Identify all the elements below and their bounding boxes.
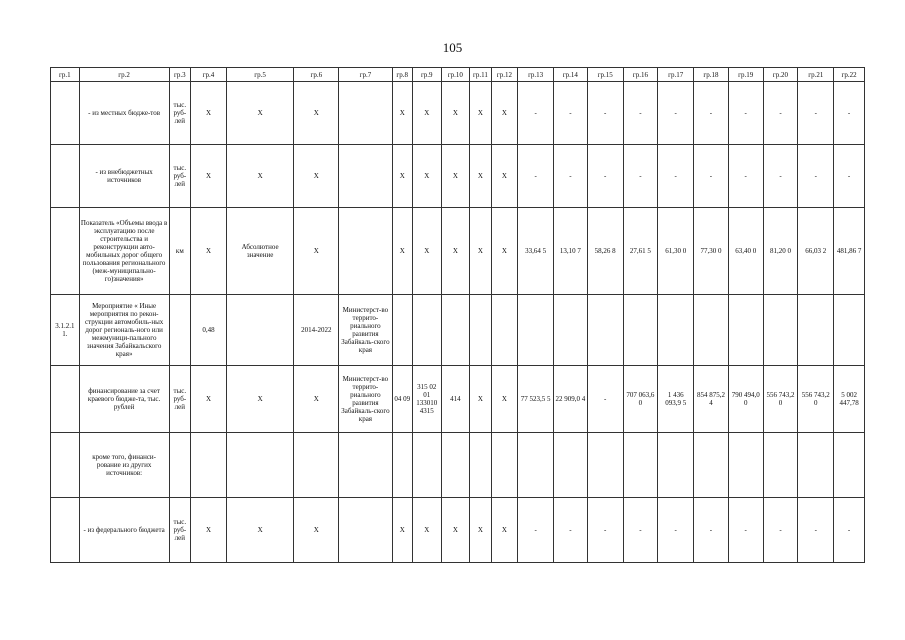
- table-cell: [51, 366, 80, 433]
- table-cell: -: [763, 498, 798, 563]
- table-cell: [339, 498, 392, 563]
- table-cell: X: [470, 82, 491, 145]
- table-cell: X: [470, 498, 491, 563]
- table-cell: 481,86 7: [834, 208, 865, 295]
- table-cell: [169, 295, 190, 366]
- table-cell: 854 875,2 4: [694, 366, 729, 433]
- table-cell: -: [518, 145, 554, 208]
- table-cell: -: [694, 145, 729, 208]
- table-cell: 3.1.2.1 1.: [51, 295, 80, 366]
- column-header: гр.12: [491, 68, 518, 82]
- column-header: гр.7: [339, 68, 392, 82]
- table-cell: тыс. руб-лей: [169, 498, 190, 563]
- table-cell: -: [554, 82, 588, 145]
- column-header: гр.20: [763, 68, 798, 82]
- table-cell: -: [798, 498, 834, 563]
- table-cell: [623, 295, 658, 366]
- table-cell: -: [763, 145, 798, 208]
- table-cell: [491, 295, 518, 366]
- table-cell: [51, 433, 80, 498]
- table-cell: [51, 208, 80, 295]
- table-cell: X: [191, 498, 227, 563]
- table-cell: [169, 433, 190, 498]
- table-cell: 58,26 8: [587, 208, 623, 295]
- table-cell: 5 002 447,78: [834, 366, 865, 433]
- table-cell: [470, 295, 491, 366]
- column-header: гр.1: [51, 68, 80, 82]
- table-cell: -: [658, 145, 694, 208]
- column-header: гр.17: [658, 68, 694, 82]
- column-header: гр.6: [294, 68, 339, 82]
- table-row: [51, 295, 865, 366]
- page-number: 105: [442, 40, 463, 55]
- table-cell: Абсолютное значение: [226, 208, 293, 295]
- table-cell: [191, 433, 227, 498]
- table-cell: [763, 295, 798, 366]
- table-cell: X: [191, 145, 227, 208]
- column-header: гр.5: [226, 68, 293, 82]
- table-cell: X: [412, 145, 441, 208]
- table-cell: -: [834, 498, 865, 563]
- table-cell: -: [834, 145, 865, 208]
- table-cell: X: [491, 82, 518, 145]
- table-cell: -: [518, 498, 554, 563]
- table-cell: X: [491, 208, 518, 295]
- table-cell: [763, 433, 798, 498]
- table-cell: X: [392, 82, 412, 145]
- table-cell: [226, 295, 293, 366]
- table-cell: тыс. руб-лей: [169, 366, 190, 433]
- column-header: гр.3: [169, 68, 190, 82]
- table-row: [51, 145, 865, 208]
- table-cell: -: [587, 366, 623, 433]
- table-cell: [587, 433, 623, 498]
- column-header: гр.16: [623, 68, 658, 82]
- table-cell: [339, 145, 392, 208]
- table-cell: [226, 433, 293, 498]
- table-cell: [339, 433, 392, 498]
- table-cell: X: [470, 366, 491, 433]
- table-cell: 414: [441, 366, 470, 433]
- table-cell: -: [834, 82, 865, 145]
- table-cell: [728, 433, 763, 498]
- table-cell: -: [587, 145, 623, 208]
- table-cell: [339, 208, 392, 295]
- table-cell: X: [294, 145, 339, 208]
- table-cell: X: [294, 208, 339, 295]
- table-cell: X: [294, 82, 339, 145]
- table-cell: X: [226, 366, 293, 433]
- table-cell: Показатель «Объемы ввода в эксплуатацию после строительства и реконструкции авто-мобильных дорог общего пользования регионального (меж-муниципально-го)значения»: [79, 208, 169, 295]
- table-cell: -: [694, 82, 729, 145]
- table-cell: 61,30 0: [658, 208, 694, 295]
- table-cell: [834, 433, 865, 498]
- table-row: [51, 366, 865, 433]
- table-cell: [694, 433, 729, 498]
- column-header: гр.9: [412, 68, 441, 82]
- table-cell: -: [728, 498, 763, 563]
- table-cell: -: [658, 498, 694, 563]
- table-cell: 315 02 01 133010 4315: [412, 366, 441, 433]
- table-cell: -: [587, 498, 623, 563]
- table-cell: X: [470, 145, 491, 208]
- table-cell: [470, 433, 491, 498]
- table-cell: X: [470, 208, 491, 295]
- table-cell: [412, 295, 441, 366]
- column-header: гр.10: [441, 68, 470, 82]
- table-cell: [51, 145, 80, 208]
- table-cell: [51, 82, 80, 145]
- table-cell: [518, 433, 554, 498]
- table-cell: 13,10 7: [554, 208, 588, 295]
- table-cell: 790 494,0 0: [728, 366, 763, 433]
- table-cell: [658, 295, 694, 366]
- table-cell: км: [169, 208, 190, 295]
- column-header: гр.18: [694, 68, 729, 82]
- table-row: [51, 433, 865, 498]
- budget-table: [50, 67, 865, 563]
- table-row: [51, 498, 865, 563]
- table-cell: -: [554, 498, 588, 563]
- column-header: гр.11: [470, 68, 491, 82]
- table-cell: X: [392, 498, 412, 563]
- table-cell: X: [191, 208, 227, 295]
- table-header-row: [51, 68, 865, 82]
- table-cell: тыс. руб-лей: [169, 82, 190, 145]
- table-cell: -: [587, 82, 623, 145]
- table-cell: X: [491, 498, 518, 563]
- column-header: гр.14: [554, 68, 588, 82]
- table-cell: [554, 433, 588, 498]
- table-cell: [441, 433, 470, 498]
- table-cell: [339, 82, 392, 145]
- column-header: гр.19: [728, 68, 763, 82]
- table-cell: X: [294, 366, 339, 433]
- column-header: гр.15: [587, 68, 623, 82]
- table-cell: -: [763, 82, 798, 145]
- table-cell: кроме того, финанси-рование из других источников:: [79, 433, 169, 498]
- table-cell: [694, 295, 729, 366]
- table-cell: 63,40 0: [728, 208, 763, 295]
- table-cell: 2014-2022: [294, 295, 339, 366]
- table-cell: 81,20 0: [763, 208, 798, 295]
- table-cell: [491, 433, 518, 498]
- table-cell: 556 743,2 0: [763, 366, 798, 433]
- table-cell: X: [191, 82, 227, 145]
- table-cell: - из внебюджетных источников: [79, 145, 169, 208]
- table-cell: 77 523,5 5: [518, 366, 554, 433]
- table-cell: -: [554, 145, 588, 208]
- table-cell: -: [623, 498, 658, 563]
- table-cell: [518, 295, 554, 366]
- table-cell: -: [623, 145, 658, 208]
- table-cell: [834, 295, 865, 366]
- table-cell: [294, 433, 339, 498]
- table-cell: X: [412, 498, 441, 563]
- table-cell: -: [658, 82, 694, 145]
- table-cell: X: [191, 366, 227, 433]
- table-cell: X: [392, 208, 412, 295]
- table-cell: -: [798, 145, 834, 208]
- table-cell: 22 909,0 4: [554, 366, 588, 433]
- table-cell: X: [412, 208, 441, 295]
- table-cell: [554, 295, 588, 366]
- table-cell: X: [491, 366, 518, 433]
- table-cell: [728, 295, 763, 366]
- table-cell: 66,03 2: [798, 208, 834, 295]
- table-cell: X: [226, 145, 293, 208]
- table-cell: X: [392, 145, 412, 208]
- table-cell: [392, 295, 412, 366]
- table-cell: 1 436 093,9 5: [658, 366, 694, 433]
- table-cell: [798, 433, 834, 498]
- table-cell: 04 09: [392, 366, 412, 433]
- table-cell: X: [226, 498, 293, 563]
- column-header: гр.8: [392, 68, 412, 82]
- table-cell: финансирование за счет краевого бюдже-та, тыс. рублей: [79, 366, 169, 433]
- table-cell: -: [728, 82, 763, 145]
- table-cell: - из федерального бюджета: [79, 498, 169, 563]
- column-header: гр.21: [798, 68, 834, 82]
- table-cell: X: [441, 498, 470, 563]
- table-cell: X: [441, 145, 470, 208]
- table-cell: Министерст-во террито-риального развития Забайкаль-ского края: [339, 366, 392, 433]
- table-row: [51, 82, 865, 145]
- table-cell: [623, 433, 658, 498]
- table-cell: X: [441, 82, 470, 145]
- table-cell: [392, 433, 412, 498]
- column-header: гр.13: [518, 68, 554, 82]
- table-cell: [441, 295, 470, 366]
- table-cell: -: [623, 82, 658, 145]
- table-cell: 33,64 5: [518, 208, 554, 295]
- table-cell: X: [412, 82, 441, 145]
- table-cell: [587, 295, 623, 366]
- table-cell: X: [226, 82, 293, 145]
- table-cell: [798, 295, 834, 366]
- table-cell: X: [294, 498, 339, 563]
- table-cell: [658, 433, 694, 498]
- table-cell: 0,48: [191, 295, 227, 366]
- table-cell: 27,61 5: [623, 208, 658, 295]
- table-cell: [51, 498, 80, 563]
- table-cell: [412, 433, 441, 498]
- table-row: [51, 208, 865, 295]
- table-cell: X: [491, 145, 518, 208]
- table-cell: - из местных бюдже-тов: [79, 82, 169, 145]
- column-header: гр.4: [191, 68, 227, 82]
- table-cell: -: [728, 145, 763, 208]
- column-header: гр.22: [834, 68, 865, 82]
- table-cell: Мероприятие « Иные мероприятия по рекон-струкции автомобиль-ных дорог региональ-ного или межмуници-пального значения Забайкальского края»: [79, 295, 169, 366]
- table-cell: тыс. руб-лей: [169, 145, 190, 208]
- table-cell: 77,30 0: [694, 208, 729, 295]
- table-cell: -: [518, 82, 554, 145]
- table-cell: X: [441, 208, 470, 295]
- table-cell: Министерст-во террито-риального развития Забайкаль-ского края: [339, 295, 392, 366]
- table-cell: -: [694, 498, 729, 563]
- table-cell: 556 743,2 0: [798, 366, 834, 433]
- column-header: гр.2: [79, 68, 169, 82]
- table-cell: 707 063,6 0: [623, 366, 658, 433]
- table-cell: -: [798, 82, 834, 145]
